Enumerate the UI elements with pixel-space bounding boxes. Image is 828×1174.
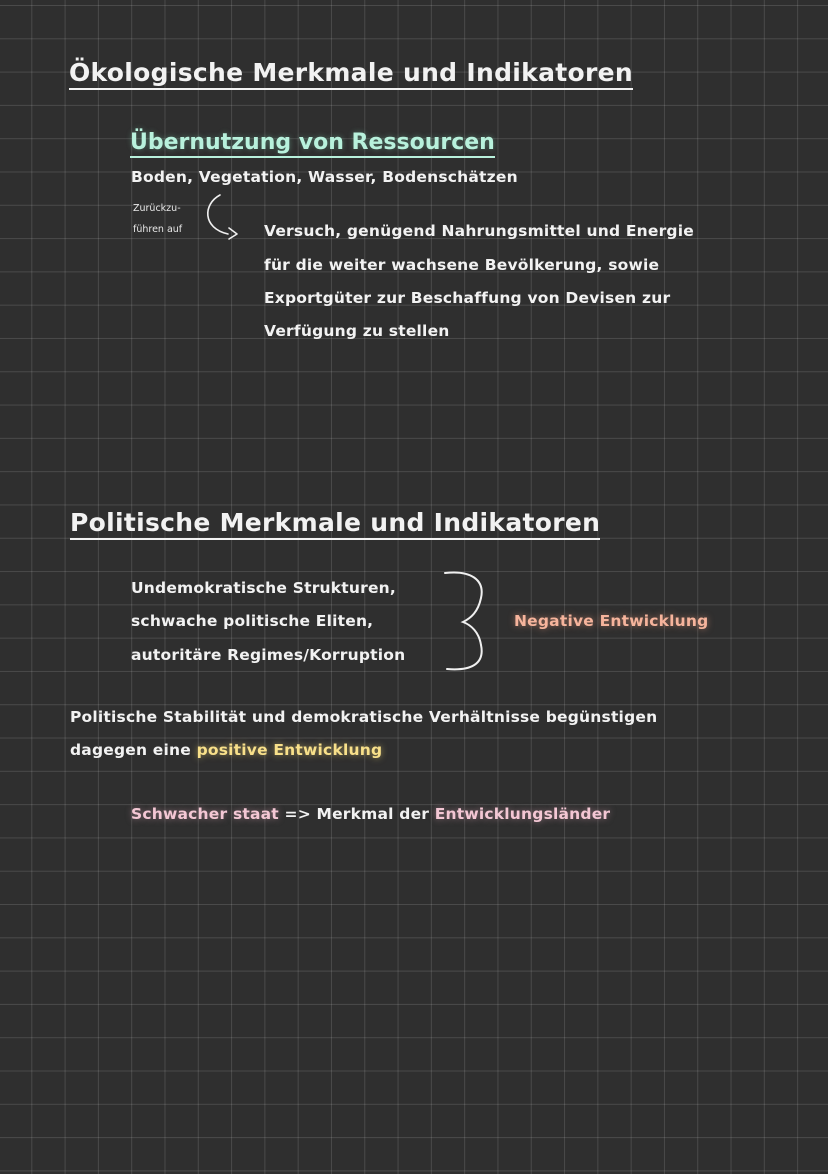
factor-line: autoritäre Regimes/Korruption — [131, 646, 406, 664]
section-title-oekologisch: Ökologische Merkmale und Indikatoren — [69, 58, 633, 90]
factor-line: Undemokratische Strukturen, — [131, 579, 397, 597]
weak-state-line — [131, 798, 610, 831]
weak-state-label: Schwacher staat — [131, 805, 279, 823]
resources-text: Boden, Vegetation, Wasser, Bodenschätzen — [131, 168, 518, 186]
positive-development-label: positive Entwicklung — [196, 741, 383, 759]
curved-arrow-icon — [198, 192, 248, 242]
reason-line: Exportgüter zur Beschaffung von Devisen zur — [264, 289, 671, 307]
section-title-politisch: Politische Merkmale und Indikatoren — [70, 508, 600, 540]
weak-state-arrow: => Merkmal der — [278, 805, 435, 823]
curly-brace-icon — [443, 570, 493, 675]
subtitle-uebernutzung: Übernutzung von Ressourcen — [130, 130, 495, 158]
developing-countries-label: Entwicklungsländer — [434, 805, 611, 823]
reason-line: Verfügung zu stellen — [264, 322, 450, 340]
stability-line-2 — [70, 734, 382, 767]
factor-line: schwache politische Eliten, — [131, 612, 374, 630]
stability-prefix: dagegen eine — [70, 741, 197, 759]
stability-line-1: Politische Stabilität und demokratische Verhältnisse begünstigen — [70, 708, 658, 726]
negative-development-label: Negative Entwicklung — [514, 612, 709, 630]
note-line-2: führen auf — [133, 224, 183, 235]
reason-line: für die weiter wachsene Bevölkerung, sowie — [264, 256, 660, 274]
reason-line: Versuch, genügend Nahrungsmittel und Energie — [264, 222, 694, 240]
note-line-1: Zurückzu- — [133, 203, 181, 214]
